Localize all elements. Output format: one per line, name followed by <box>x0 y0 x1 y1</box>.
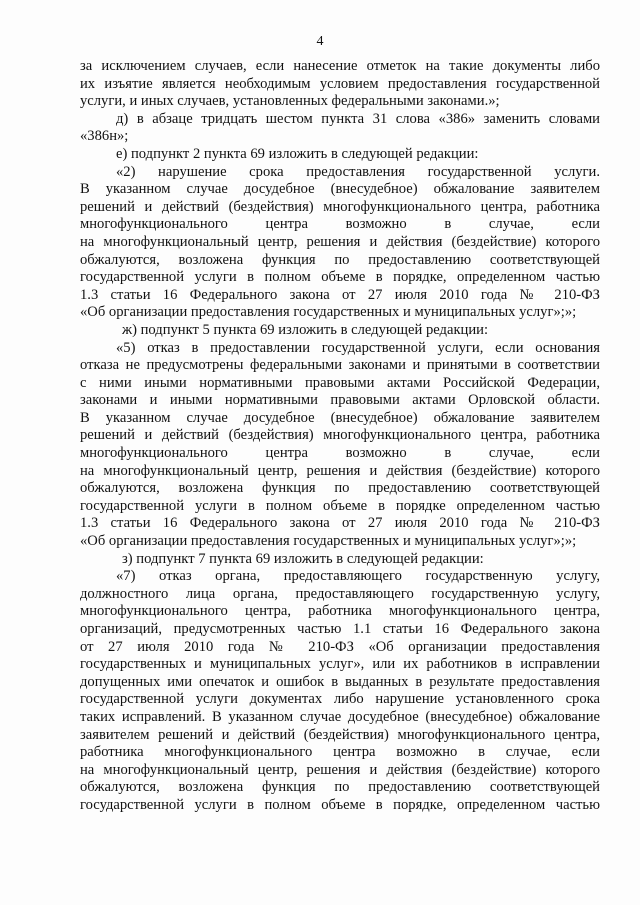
text-line: законами и иными нормативными правовыми актами Орловской области. <box>80 392 600 409</box>
text-line: обжалуются, возложена функция по предоставлению соответствующей <box>80 480 600 497</box>
text-line: многофункционального центра возможно в случае, если <box>80 216 600 233</box>
text-line: «2) нарушение срока предоставления государственной услуги. <box>116 163 600 180</box>
text-line: «386н»; <box>80 128 129 145</box>
text-line: за исключением случаев, если нанесение отметок на такие документы либо <box>80 58 600 74</box>
text-line: «Об организации предоставления государственных и муниципальных услуг»;»; <box>80 304 577 321</box>
text-line: государственной услуги в полном объеме в порядке, определенном частью <box>80 269 600 286</box>
text-line: государственной услуги в полном объеме в порядке, определенном частью <box>80 796 600 813</box>
text-line: многофункционального центра, работника многофункционального центра, <box>80 603 600 620</box>
text-line: должностного лица органа, предоставляющего государственную услугу, <box>80 585 600 602</box>
text-line: работника многофункционального центра возможно в случае, если <box>80 744 600 761</box>
text-line: В указанном случае досудебное (внесудебное) обжалование заявителем <box>80 409 600 426</box>
text-line: таких исправлений. В указанном случае досудебное (внесудебное) обжалование <box>80 708 600 725</box>
text-line: с ними иными нормативными правовыми актами Российской Федерации, <box>80 374 600 391</box>
text-line: услуги, и иных случаев, установленных федеральными законами.»; <box>80 93 500 110</box>
text-line: решений и действий (бездействия) многофункционального центра, работника <box>80 198 600 215</box>
text-line: организаций, предусмотренных частью 1.1 статьи 16 Федерального закона <box>80 621 600 637</box>
text-line: е) подпункт 2 пункта 69 изложить в следующей редакции: <box>116 145 479 162</box>
text-line: обжалуются, возложена функция по предоставлению соответствующей <box>80 251 600 268</box>
text-line: на многофункциональный центр, решения и действия (бездействие) которого <box>80 462 600 479</box>
text-line: отказа не предусмотрены федеральными законами и принятыми в соответствии <box>80 357 600 374</box>
text-line: д) в абзаце тридцать шестом пункта 31 слова «386» заменить словами <box>116 110 600 127</box>
document-body <box>80 58 600 815</box>
text-line: государственной услуги документах либо нарушение установленного срока <box>80 691 600 708</box>
text-line: их изъятие является необходимым условием предоставления государственной <box>80 75 600 92</box>
text-line: допущенных ими опечаток и ошибок в выданных в результате предоставления <box>80 673 600 690</box>
text-line: «5) отказ в предоставлении государственной услуги, если основания <box>116 339 600 356</box>
text-line: 1.3 статьи 16 Федерального закона от 27 июля 2010 года № 210-ФЗ <box>80 286 600 303</box>
text-line: на многофункциональный центр, решения и действия (бездействие) которого <box>80 761 600 778</box>
text-line: «7) отказ органа, предоставляющего государственную услугу, <box>116 568 600 585</box>
text-line: 1.3 статьи 16 Федерального закона от 27 июля 2010 года № 210-ФЗ <box>80 515 600 532</box>
text-line: государственных и муниципальных услуг», или их работников в исправлении <box>80 656 600 673</box>
page-number: 4 <box>316 34 324 49</box>
text-line: «Об организации предоставления государственных и муниципальных услуг»;»; <box>80 533 577 550</box>
text-line: ж) подпункт 5 пункта 69 изложить в следующей редакции: <box>122 321 489 338</box>
text-line: обжалуются, возложена функция по предоставлению соответствующей <box>80 779 600 796</box>
text-line: решений и действий (бездействия) многофункционального центра, работника <box>80 427 600 444</box>
text-line: многофункционального центра возможно в случае, если <box>80 445 600 462</box>
text-line: от 27 июля 2010 года № 210-ФЗ «Об организации предоставления <box>80 638 600 655</box>
text-line: з) подпункт 7 пункта 69 изложить в следующей редакции: <box>122 550 484 567</box>
text-line: заявителем решений и действий (бездействия) многофункционального центра, <box>80 726 600 743</box>
text-line: В указанном случае досудебное (внесудебное) обжалование заявителем <box>80 181 600 198</box>
text-line: на многофункциональный центр, решения и действия (бездействие) которого <box>80 233 600 250</box>
text-line: государственной услуги в полном объеме в порядке определенном частью <box>80 497 600 514</box>
